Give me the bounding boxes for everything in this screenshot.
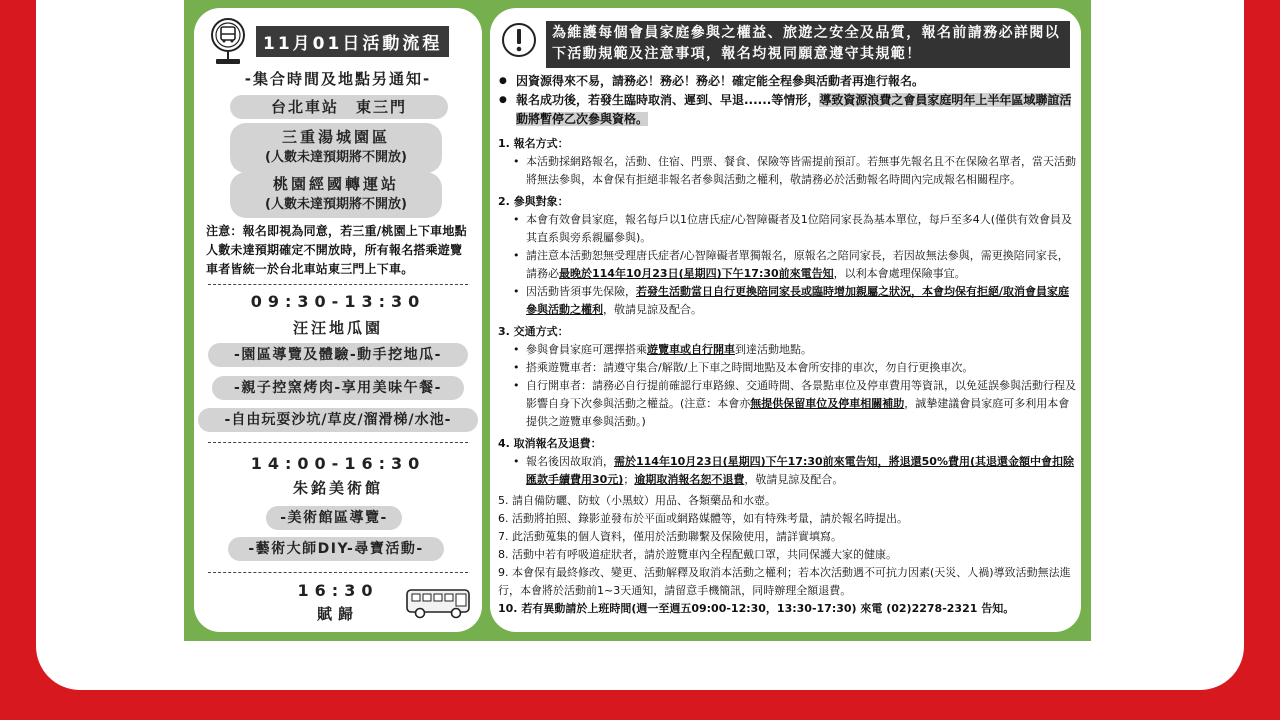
location-note: (人數未達預期將不開放) <box>265 197 407 212</box>
section-list <box>498 453 1076 489</box>
activity-pill: -園區導覽及體驗-動手挖地瓜- <box>208 343 468 367</box>
boarding-note: 注意：報名即視為同意，若三重/桃園上下車地點人數未達預期確定不開放時，所有報名搭乘遊覽車者皆統一於台北車站東三門上下車。 <box>206 224 467 276</box>
divider <box>208 284 468 285</box>
activity-pill: -美術館區導覽- <box>266 506 402 530</box>
list-item <box>498 247 1076 283</box>
activity-pill: -自由玩耍沙坑/草皮/溜滑梯/水池- <box>198 408 478 432</box>
list-item <box>498 72 1076 91</box>
list-item <box>498 91 1076 129</box>
rule-item: 7. 此活動蒐集的個人資料，僅用於活動聯繫及保險使用，請詳實填寫。 <box>498 530 842 543</box>
rule-item: 6. 活動將拍照、錄影並發布於平面或網路媒體等，如有特殊考量，請於報名時提出。 <box>498 512 908 525</box>
list-item: • 搭乘遊覽車者：請遵守集合/解散/上下車之時間地點及本會所安排的車次，勿自行更換車次。 <box>498 359 1076 377</box>
schedule-panel <box>194 8 482 632</box>
rules-panel <box>490 8 1081 632</box>
section-title: 4. 取消報名及退費： <box>498 437 602 450</box>
list-item <box>498 377 1076 431</box>
location-pill <box>230 123 442 173</box>
list-item: • 本會有效會員家庭，報名每戶以1位唐氏症/心智障礙者及1位陪同家長為基本單位，每戶至多4人(僅供有效會員及其直系與旁系親屬參與)。 <box>498 211 1076 247</box>
list-item: • 本活動採網路報名，活動、住宿、門票、餐食、保險等皆需提前預訂。若無事先報名且不在保險名單者，當天活動將無法參與，本會保有拒絕非報名者參與活動之權利，敬請務必於活動報名時間內完成報名相關程序。 <box>498 153 1076 189</box>
list-item <box>498 453 1076 489</box>
rule-item: 8. 活動中若有呼吸道症狀者，請於遊覽車內全程配戴口罩，共同保護大家的健康。 <box>498 548 897 561</box>
rules-body <box>498 72 1076 618</box>
text-span: 請注意本活動恕無受理唐氏症者/心智障礙者單獨報名，原報名之陪同家長，若因故無法參與，需更換陪同家長，請務必 <box>526 249 1069 280</box>
time-range: 09:30-13:30 <box>250 292 426 311</box>
rule-item: 5. 請自備防曬、防蚊（小黑蚊）用品、各類藥品和水壺。 <box>498 494 776 507</box>
location-pill <box>230 172 442 218</box>
text-span: 參與會員家庭可選擇搭乘 <box>526 343 647 356</box>
location-pill <box>230 95 448 119</box>
text-span: 自行開車者：請務必自行提前確認行車路線、交通時間、各景點車位及停車費用等資訊，以免延誤參與活動行程及影響自身下次參與活動之權益。(注意：本會亦 <box>526 379 1076 410</box>
schedule-title: 11月01日活動流程 <box>256 26 449 57</box>
venue-name: 汪汪地瓜園 <box>292 319 383 337</box>
emphasis-text: 需於114年10月23日(星期四)下午17:30前來電告知，將退還50%費用(其退還金額中會扣除匯款手續費用30元) <box>526 455 1074 486</box>
return-time: 16:30 <box>297 581 379 600</box>
text-span: ，敬請見諒及配合。 <box>744 473 844 486</box>
location-name: 桃園經國轉運站 <box>272 175 399 193</box>
location-name: 台北車站 東三門 <box>270 98 407 116</box>
contact-info: 10. 若有異動請於上班時間(週一至週五09:00-12:30，13:30-17:30) 來電 (02)2278-2321 告知。 <box>498 602 1015 615</box>
emphasis-text: 遊覽車或自行開車 <box>647 343 735 356</box>
location-name: 三重湯城園區 <box>281 128 390 146</box>
text-span: 因活動皆須事先保險， <box>526 285 636 298</box>
rule-item: 9. 本會保有最終修改、變更、活動解釋及取消本活動之權利；若本次活動遇不可抗力因素(天災、人禍)導致活動無法進行，本會將於活動前1~3天通知，請留意手機簡訊，同時辦理全額退費。 <box>498 566 1071 597</box>
tour-bus-icon <box>404 586 474 626</box>
section-title: 2. 參與對象： <box>498 195 569 208</box>
notice-text: 因資源得來不易，請務必！務必！務必！確定能全程參與活動者再進行報名。 <box>516 74 925 88</box>
list-item <box>498 283 1076 319</box>
emphasis-text: 最晚於114年10月23日(星期四)下午17:30前來電告知 <box>559 267 834 280</box>
text-span: ，敬請見諒及配合。 <box>603 303 702 316</box>
section-list <box>498 211 1076 319</box>
text-span: ； <box>623 473 635 486</box>
section-list <box>498 153 1076 189</box>
text-span: ，以利本會處理保險事宜。 <box>833 267 966 280</box>
section-title: 3. 交通方式： <box>498 325 569 338</box>
venue-name: 朱銘美術館 <box>292 479 383 497</box>
activity-pill: -藝術大師DIY-尋寶活動- <box>228 537 444 561</box>
emphasis-text: 逾期取消報名恕不退費 <box>634 473 745 486</box>
warning-circle-icon <box>500 21 538 63</box>
emphasis-text: 無提供保留車位及停車相關補助 <box>750 397 905 410</box>
text-span: 到達活動地點。 <box>735 343 812 356</box>
return-label: 賦歸 <box>316 605 359 623</box>
location-note: (人數未達預期將不開放) <box>265 150 407 165</box>
text-span: ，誠摯建議會員家庭可多利用本會提供之遊覽車參與活動。) <box>526 397 1070 428</box>
section-title: 1. 報名方式： <box>498 137 569 150</box>
bus-stop-sign-icon <box>206 16 250 70</box>
rules-header: 為維護每個會員家庭參與之權益、旅遊之安全及品質，報名前請務必詳閱以下活動規範及注意事項，報名均視同願意遵守其規範！ <box>546 21 1070 68</box>
time-range: 14:00-16:30 <box>250 454 426 473</box>
emphasis-text: 若發生活動當日自行更換陪同家長或臨時增加親屬之狀況，本會均保有拒絕/取消會員家庭參與活動之權利 <box>526 285 1070 316</box>
list-item <box>498 341 1076 359</box>
section-list <box>498 341 1076 431</box>
key-notice-list <box>498 72 1076 129</box>
divider <box>208 442 468 443</box>
divider <box>208 572 468 573</box>
notice-text: 報名成功後，若發生臨時取消、遲到、早退......等情形， <box>516 93 820 107</box>
meeting-notice: -集合時間及地點另通知- <box>244 70 432 88</box>
highlight-text: 導致資源浪費之會員家庭明年上半年區域聯誼活動將暫停乙次參與資格。 <box>516 93 1072 126</box>
text-span: 報名後因故取消， <box>526 455 614 468</box>
activity-pill: -親子控窯烤肉-享用美味午餐- <box>212 376 464 400</box>
